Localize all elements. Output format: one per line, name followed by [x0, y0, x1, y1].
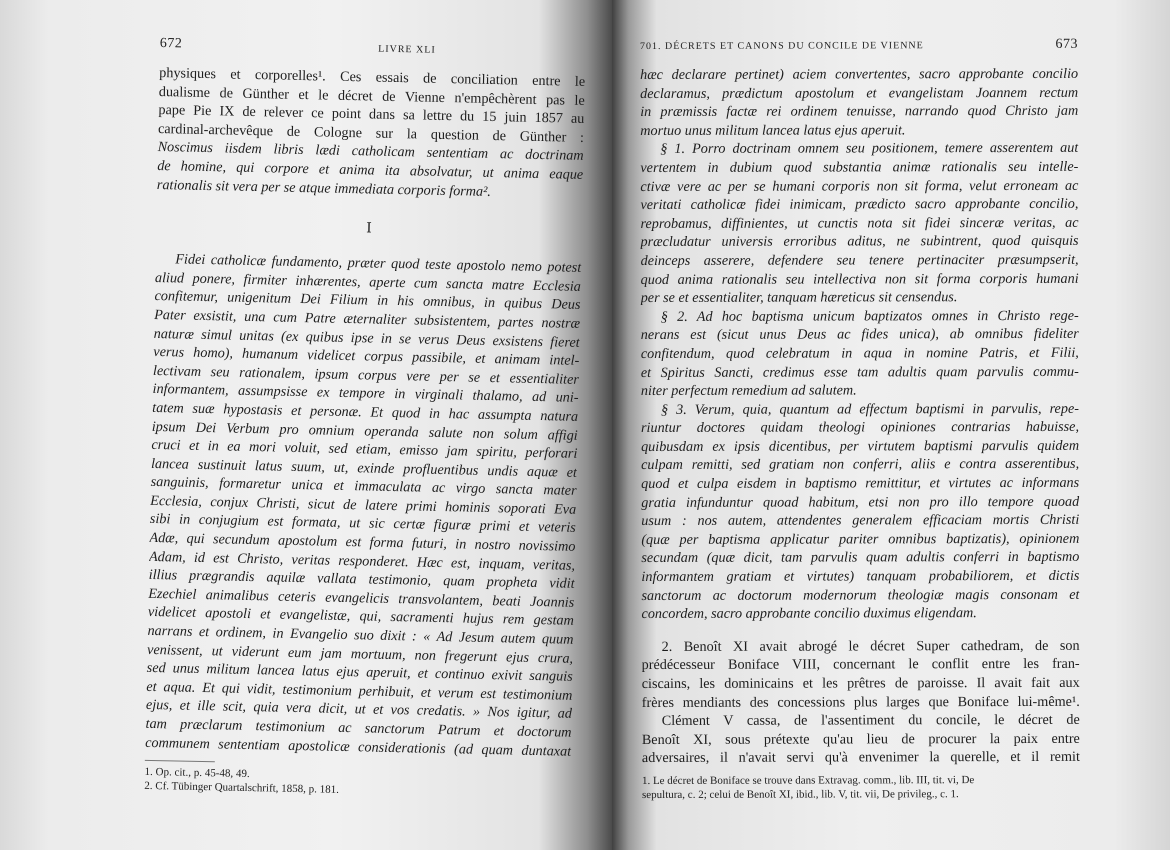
text-line: sibi in conjugium est formata, ut sic certæ figuræ primi et veteris	[149, 511, 576, 537]
text-line: ciscains, les dominicains et les prêtres de paroisse. Il avait fait aux	[641, 674, 1080, 692]
paragraph-gap	[642, 623, 1080, 638]
text-line: lancea sustinuit latus suum, ut, exinde profluentibus undis aquæ et	[150, 455, 578, 481]
text-line: præcludatur universis erroribus aditus, ne subintrent, quod quisquis	[640, 233, 1079, 251]
text-line: confitemur, unigenitum Dei Filium in his omnibus, in quibus Deus	[154, 288, 581, 314]
text-line: narrans et ordinem, in Evangelio suo dixit : « Ad Jesum autem quum	[147, 622, 574, 648]
text-line: tatem suæ hypostasis et personæ. Et quod in hac assumpta natura	[152, 399, 579, 425]
text-line: § 3. Verum, quia, quantum ad effectum baptismi in parvulis, repe-	[660, 400, 1079, 418]
text-line: cardinal-archevêque de Cologne sur la question de Günther :	[157, 120, 585, 146]
text-line: Ezechiel animalibus ceteris evangelicis transvolantem, beati Joannis	[148, 585, 575, 611]
text-line: reprobamus, diffinientes, ut cunctis nota sit fidei sinceræ veritas, ac	[640, 214, 1079, 232]
right-page-content	[640, 37, 1080, 802]
left-page-content	[144, 36, 586, 802]
text-line: et Spiritus Sancti, credimus esse tam adultis quam parvulis commu-	[640, 363, 1079, 381]
text-line: aliud ponere, firmiter inhærentes, aperte cum sancta matre Ecclesia	[154, 269, 582, 295]
text-line: adversaires, il n'avait servi qu'à envenimer la querelle, et il remit	[641, 749, 1080, 767]
left-footnotes	[144, 765, 570, 802]
footnote: sepultura, c. 2; celui de Benoît XI, ibid., lib. V, tit. vii, De privileg., c. 1.	[641, 788, 959, 801]
text-line: usum : nos autem, attendentes generalem efficaciam mortis Christi	[641, 512, 1080, 530]
text-line: quod anima rationalis seu intellectiva non sit forma corporis humani	[640, 270, 1079, 288]
text-line: ctivæ vere ac per se humani corporis non sit forma, velut erroneam ac	[640, 177, 1079, 195]
text-line: frères mendiants des concessions plus larges que Boniface lui-même¹.	[641, 693, 1080, 711]
text-line: informantem gratiam et virtutes) tanquam probabiliorem, et dictis	[641, 567, 1080, 586]
text-line: verus homo), humanum videlicet corpus passibile, et animam intel-	[153, 344, 580, 369]
text-line: lectivam seu rationalem, ipsum corpus vere per se et essentialiter	[152, 362, 580, 388]
footnote-rule	[145, 760, 215, 762]
right-running-head	[640, 37, 1078, 54]
page-number: 672	[159, 36, 183, 52]
text-line: pape Pie IX de relever ce point dans sa lettre du 15 juin 1857 au	[158, 102, 585, 128]
text-line: quibusdam ex ipsis dicentibus, per virtutem baptismi parvulis quidem	[641, 437, 1080, 455]
text-line: per se et essentialiter, tanquam hæreticus sit censendus.	[640, 289, 958, 307]
french-commentary	[642, 637, 1080, 768]
text-line: deinceps asserere, defendere seu tenere pertinaciter præsumpserit,	[640, 251, 1079, 269]
text-line: veritati catholicæ fidei inimicam, prædicto sacro approbante concilio,	[640, 196, 1079, 214]
text-line: sanguinis, formaretur unica et immaculata ac virgo sancta mater	[150, 474, 577, 500]
text-line: § 1. Porro doctrinam omnem seu positionem, temere asserentem aut	[660, 140, 1079, 158]
footnote: 1. Op. cit., p. 45-48, 49.	[144, 766, 250, 781]
text-line: dualisme de Günther et le décret de Vienne n'empêchèrent pas le	[158, 83, 585, 109]
latin-decree-text	[640, 65, 1079, 624]
text-line: vertentem in dubium quod substantia animæ rationalis seu intelle-	[640, 158, 1079, 176]
text-line: confitendum, quod celebratum in aqua in nomine Patris, et Filii,	[640, 344, 1079, 362]
text-line: riuntur doctores quidam theologi opiniones contrarias habuisse,	[641, 419, 1080, 437]
text-line: ejus, et ille scit, quia vera dicit, ut et vos credatis. » Nos igitur, ad	[145, 697, 573, 723]
text-line: naturæ simul unitas (ex quibus ipse in se verus Deus exsistens fieret	[153, 325, 580, 351]
text-line: Pater exsistit, una cum Patre æternaliter subsistentem, partes nostræ	[153, 306, 581, 332]
section-number: I	[366, 220, 372, 237]
footnote: 1. Le décret de Boniface se trouve dans Extravag. comm., lib. III, tit. vi, De	[641, 774, 975, 787]
text-line: § 2. Ad hoc baptisma unicum baptizatos omnes in Christo rege-	[660, 307, 1079, 325]
text-line: concordem, sacro approbante concilio duximus eligendam.	[641, 605, 977, 623]
page-number: 673	[1055, 36, 1079, 52]
text-line: Benoît XI, sous prétexte qu'au lieu de procurer la paix entre	[641, 730, 1080, 748]
latin-decree-text	[145, 250, 581, 761]
text-line: gratia infunduntur quoad habitum, etsi non pro illo tempore quoad	[641, 493, 1080, 511]
right-page	[612, 0, 1170, 850]
text-line: sanctorum ac doctorum modernorum theologiæ magis consonam et	[641, 586, 1080, 604]
text-line: rationalis sit vera per se atque immediata corporis forma².	[156, 176, 492, 200]
text-line: in præmissis factæ rei ordinem tenuisse, narrando quod Christo jam	[640, 103, 1079, 121]
text-line: Fidei catholicæ fundamento, præter quod teste apostolo nemo potest	[175, 251, 582, 277]
right-footnotes	[642, 773, 1080, 802]
text-line: de homine, qui corpore et anima ita absolvatur, ut anima eaque	[157, 157, 584, 183]
running-title: LIVRE XLI	[378, 43, 436, 56]
text-line: physiques et corporelles¹. Ces essais de conciliation entre le	[159, 64, 586, 90]
text-line: Adæ, qui secundum apostolum est forma futuri, in nostro novissimo	[149, 529, 576, 555]
text-line: quod et culpa eisdem in baptismo remittitur, et virtutes ac informans	[641, 474, 1080, 493]
text-line: tam præclarum testimonium ac sanctorum Patrum et doctorum	[145, 715, 572, 741]
text-line: Noscimus iisdem libris lædi catholicam sententiam ac doctrinam	[157, 139, 584, 165]
text-line: declaramus, prædictum apostolum et evangelistam Joannem rectum	[640, 84, 1079, 102]
text-line: nerans est (sicut unus Deus ac fides unica), ab omnibus fideliter	[640, 326, 1079, 344]
text-line: videlicet apostoli et evangelistæ, qui, sacramenti hujus rem gestam	[147, 604, 575, 630]
text-line: Ecclesia, conjux Christi, sicut de latere primi hominis soporati Eva	[150, 492, 577, 518]
text-line: Clément V cassa, de l'assentiment du concile, le décret de	[661, 712, 1080, 730]
text-line: ipsum Dei Verbum pro omnium operanda salute non solum affigi	[151, 418, 578, 444]
text-line: (quæ per baptisma applicatur pariter omnibus baptizatis), opinionem	[641, 530, 1080, 548]
text-line: communem sententiam apostolicæ considerationis (ad quam duntaxat	[145, 734, 572, 760]
text-line: 2. Benoît XI avait abrogé le décret Super cathedram, de son	[661, 637, 1080, 655]
left-running-head	[160, 36, 586, 61]
footnote: 2. Cf. Tübinger Quartalschrift, 1858, p. 181.	[144, 780, 340, 797]
text-line: Adam, id est Christo, veritas responderet. Hæc est, inquam, veritas,	[148, 548, 576, 574]
text-line: culpam remitti, sed gratiam non conferri, aliis e contra asserentibus,	[641, 456, 1080, 474]
text-line: hæc declarare pertinet) aciem convertentes, sacro approbante concilio	[640, 65, 1079, 83]
text-line: sed unus militum lancea latus ejus aperuit, et continuo exivit sanguis	[146, 660, 573, 685]
text-line: venissent, ut viderunt eum jam mortuum, non fregerunt ejus crura,	[146, 641, 574, 667]
text-line: informantem, assumpsisse ex tempore in virginali thalamo, ad uni-	[152, 381, 579, 407]
text-line: et aqua. Et qui vidit, testimonium perhibuit, et verum est testimonium	[146, 678, 573, 704]
text-line: niter perfectum remedium ad salutem.	[640, 382, 857, 400]
intro-paragraph	[157, 64, 586, 203]
text-line: mortuo unus militum lancea latus ejus aperuit.	[640, 122, 906, 139]
text-line: illius prægrandis aquilæ vallata testimonio, quam propheta vidit	[148, 567, 575, 593]
running-title: 701. DÉCRETS ET CANONS DU CONCILE DE VIENNE	[640, 40, 924, 52]
text-line: prédécesseur Boniface VIII, concernant le conflit entre les fran-	[641, 656, 1080, 674]
text-line: secundam (quæ dicit, tam parvulis quam adultis conferri in baptismo	[641, 549, 1080, 567]
text-line: cruci et in ea mori voluit, sed etiam, emisso jam spiritu, perforari	[151, 437, 578, 462]
